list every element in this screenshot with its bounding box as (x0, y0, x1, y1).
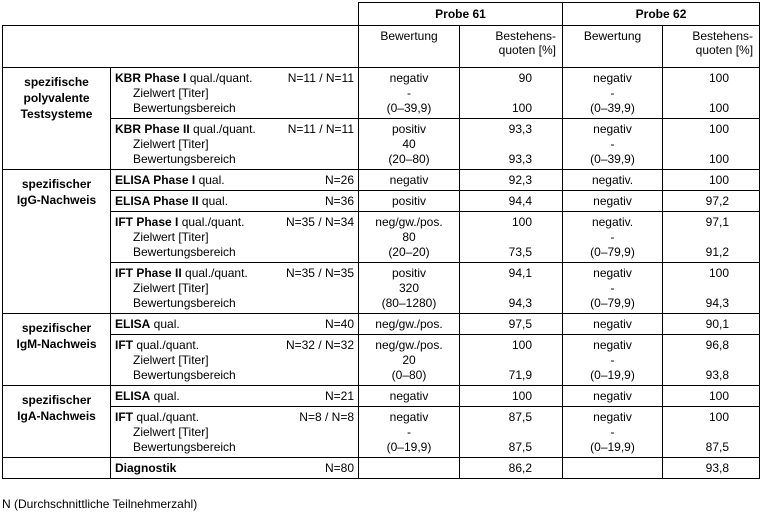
quoten-line-1: Bestehens- (692, 29, 754, 43)
participant-count: N=21 (324, 389, 354, 403)
p62-pass-rate: 100 (709, 173, 730, 187)
p61-evaluation: (80–1280) (381, 296, 437, 310)
p61-evaluation (359, 461, 459, 476)
p62-evaluation-cell (563, 407, 663, 458)
p61-pass-rate: 93,3 (508, 152, 533, 166)
p62-evaluation: negativ. (591, 173, 634, 187)
test-row (3, 314, 760, 335)
p61-pass-rate: 100 (511, 101, 533, 115)
test-title (115, 338, 199, 353)
test-name-cell (111, 212, 359, 263)
test-name-cell (111, 191, 359, 212)
group-label (3, 170, 111, 314)
p61-evaluation: neg/gw./pos. (375, 215, 443, 229)
p61-evaluation: (0–39,9) (386, 101, 432, 115)
p61-evaluation-cell (359, 212, 460, 263)
p62-pass-rate-cell (663, 119, 760, 170)
p62-pass-rate: 97,2 (705, 194, 730, 208)
p62-pass-rate (663, 230, 729, 245)
group-label-line: spezifischer (21, 177, 92, 191)
p61-pass-rate (460, 137, 532, 152)
p62-pass-rate-cell (663, 458, 760, 479)
p61-pass-rate (460, 230, 532, 245)
p61-pass-rate-cell (460, 314, 563, 335)
p61-pass-rate (460, 86, 532, 101)
test-name-cell (111, 386, 359, 407)
test-title-line (115, 266, 354, 281)
p62-evaluation: (0–39,9) (590, 101, 635, 115)
p61-pass-rate: 100 (511, 338, 533, 352)
test-name: IFT (115, 410, 133, 424)
p62-pass-rate-cell (663, 263, 760, 314)
p61-evaluation: negativ (389, 173, 429, 187)
test-subline: Zielwert [Titer] (133, 425, 209, 439)
p62-evaluation-cell (563, 263, 663, 314)
p62-pass-rate: 100 (709, 122, 730, 136)
results-table (2, 2, 760, 479)
test-title-line (115, 71, 354, 86)
test-suffix: qual. (150, 389, 180, 403)
test-name: IFT Phase I (115, 215, 179, 229)
p61-evaluation: (20–80) (388, 152, 430, 166)
p61-evaluation: (0–80) (391, 368, 427, 382)
empty-header-cell (3, 26, 359, 68)
p62-pass-rate: 100 (709, 152, 730, 166)
p62-pass-rate: 94,3 (705, 296, 730, 310)
quoten-line-2: quoten [%] (695, 43, 754, 57)
empty-corner (3, 3, 359, 26)
p61-pass-rate: 87,5 (508, 410, 533, 424)
probe-62-header: Probe 62 (563, 3, 760, 26)
p61-pass-rate: 92,3 (508, 173, 533, 187)
p61-evaluation-cell (359, 170, 460, 191)
p61-pass-rate: 97,5 (508, 317, 533, 331)
test-title-line (115, 389, 354, 404)
test-name-cell (111, 170, 359, 191)
test-name: KBR Phase I (115, 71, 187, 85)
p61-pass-rate-cell (460, 458, 563, 479)
p62-pass-rate: 96,8 (705, 338, 730, 352)
test-subline: Zielwert [Titer] (133, 230, 209, 244)
test-row (3, 212, 760, 263)
test-name: ELISA (115, 317, 151, 331)
p62-evaluation: (0–19,9) (590, 368, 635, 382)
test-row (3, 68, 760, 119)
p61-evaluation: positiv (391, 194, 426, 208)
p62-evaluation: - (610, 137, 615, 151)
p62-pass-rate-cell (663, 191, 760, 212)
p62-pass-rate: 100 (709, 101, 730, 115)
p62-pass-rate: 87,5 (705, 440, 730, 454)
p62-evaluation: negativ (593, 194, 632, 208)
p61-evaluation: 80 (402, 230, 416, 244)
test-name-cell (111, 119, 359, 170)
p61-evaluation: negativ (389, 389, 429, 403)
test-subline: Zielwert [Titer] (133, 281, 209, 295)
test-title (115, 71, 252, 86)
p61-pass-rate: 73,5 (508, 245, 533, 259)
p61-quoten-header (460, 26, 563, 68)
p61-evaluation-cell (359, 119, 460, 170)
participant-count: N=8 / N=8 (299, 410, 354, 424)
test-name-cell (111, 68, 359, 119)
group-label-line: IgM-Nachweis (16, 337, 97, 351)
p62-pass-rate-cell (663, 407, 760, 458)
p61-pass-rate (460, 353, 532, 368)
p61-pass-rate-cell (460, 263, 563, 314)
p62-pass-rate (663, 353, 729, 368)
participant-count: N=11 / N=11 (287, 71, 354, 85)
p61-evaluation: neg/gw./pos. (375, 317, 443, 331)
p61-pass-rate-cell (460, 170, 563, 191)
test-title (115, 389, 180, 404)
test-suffix: qual./quant. (133, 338, 200, 352)
p62-quoten-header (663, 26, 760, 68)
p62-evaluation: negativ (593, 389, 632, 403)
test-subline: Bewertungsbereich (133, 152, 236, 166)
probe-61-header: Probe 61 (359, 3, 563, 26)
group-label (3, 68, 111, 170)
test-row (3, 407, 760, 458)
p62-pass-rate: 93,8 (705, 368, 730, 382)
test-name-cell (111, 407, 359, 458)
participant-count: N=11 / N=11 (287, 122, 354, 136)
test-suffix: qual. (198, 194, 228, 208)
quoten-line-1: Bestehens- (495, 29, 557, 43)
p62-evaluation-cell (563, 212, 663, 263)
p61-pass-rate: 71,9 (508, 368, 533, 382)
p61-evaluation: - (407, 86, 411, 100)
test-row (3, 386, 760, 407)
p61-evaluation-cell (359, 68, 460, 119)
test-title (115, 266, 248, 281)
test-name: ELISA Phase I (115, 173, 196, 187)
p62-evaluation-cell (563, 314, 663, 335)
p61-pass-rate: 90 (518, 71, 533, 85)
p61-evaluation: (0–19,9) (386, 440, 432, 454)
p61-evaluation: positiv (391, 122, 426, 136)
p61-evaluation: neg/gw./pos. (375, 338, 443, 352)
header-row-columns (3, 26, 760, 68)
test-suffix: qual./quant. (189, 122, 256, 136)
group-label-line: spezifische (24, 75, 89, 89)
participant-count: N=36 (324, 194, 354, 208)
test-title (115, 461, 176, 476)
test-row (3, 119, 760, 170)
p62-pass-rate-cell (663, 386, 760, 407)
p61-evaluation: positiv (391, 266, 426, 280)
p62-bewertung-header: Bewertung (563, 26, 663, 68)
p62-pass-rate-cell (663, 68, 760, 119)
p62-pass-rate (663, 86, 729, 101)
p61-evaluation: 320 (398, 281, 420, 295)
p62-pass-rate-cell (663, 212, 760, 263)
p61-bewertung-header: Bewertung (359, 26, 460, 68)
test-subline: Zielwert [Titer] (133, 86, 209, 100)
p61-evaluation: negativ (389, 410, 429, 424)
p61-pass-rate-cell (460, 191, 563, 212)
p61-pass-rate (460, 281, 532, 296)
p62-evaluation-cell (563, 335, 663, 386)
test-title-line (115, 173, 354, 188)
test-name: IFT Phase II (115, 266, 182, 280)
test-title (115, 122, 256, 137)
test-title-line (115, 410, 354, 425)
p61-evaluation: - (407, 425, 411, 439)
test-name: ELISA (115, 389, 151, 403)
p61-pass-rate: 94,4 (508, 194, 533, 208)
p61-evaluation: 20 (402, 353, 416, 367)
p62-evaluation: negativ (593, 122, 632, 136)
p62-evaluation: - (610, 86, 615, 100)
p62-pass-rate: 100 (709, 389, 730, 403)
p61-pass-rate-cell (460, 212, 563, 263)
p62-evaluation-cell (563, 170, 663, 191)
p62-evaluation: negativ (593, 71, 632, 85)
p62-pass-rate-cell (663, 170, 760, 191)
group-label (3, 314, 111, 386)
test-subline: Bewertungsbereich (133, 101, 236, 115)
p61-evaluation-cell (359, 263, 460, 314)
group-label (3, 458, 111, 479)
group-label-line: polyvalente (23, 91, 90, 105)
p62-pass-rate: 93,8 (705, 461, 730, 475)
test-subline: Bewertungsbereich (133, 440, 236, 454)
test-title (115, 317, 180, 332)
p62-evaluation: (0–79,9) (590, 296, 635, 310)
participant-count: N=80 (324, 461, 354, 475)
test-title-line (115, 461, 354, 476)
test-suffix: qual./quant. (181, 266, 248, 280)
p62-evaluation: - (610, 230, 615, 244)
p62-pass-rate-cell (663, 314, 760, 335)
test-title-line (115, 122, 354, 137)
p62-evaluation-cell (563, 68, 663, 119)
group-label-line: Testsysteme (20, 107, 93, 121)
participant-count: N=35 / N=34 (285, 215, 354, 229)
test-name: Diagnostik (115, 461, 177, 475)
group-label-line: spezifischer (21, 393, 92, 407)
p62-evaluation-cell (563, 119, 663, 170)
p61-pass-rate: 87,5 (508, 440, 533, 454)
group-label-line: IgA-Nachweis (17, 409, 96, 423)
p61-pass-rate-cell (460, 119, 563, 170)
test-row (3, 263, 760, 314)
test-name-cell (111, 335, 359, 386)
p62-pass-rate-cell (663, 335, 760, 386)
p61-pass-rate: 100 (511, 215, 533, 229)
p62-evaluation: negativ. (591, 215, 634, 229)
p62-evaluation: (0–79,9) (590, 245, 635, 259)
participant-count: N=26 (324, 173, 354, 187)
p62-pass-rate: 100 (709, 266, 730, 280)
p62-pass-rate: 100 (709, 71, 730, 85)
test-name-cell (111, 314, 359, 335)
p62-evaluation: (0–19,9) (590, 440, 635, 454)
p61-pass-rate (460, 425, 532, 440)
test-row (3, 191, 760, 212)
header-row-probes (3, 3, 760, 26)
p62-evaluation: - (610, 281, 615, 295)
p61-pass-rate-cell (460, 386, 563, 407)
test-subline: Bewertungsbereich (133, 296, 236, 310)
p62-evaluation: negativ (593, 338, 632, 352)
test-row (3, 458, 760, 479)
p61-evaluation-cell (359, 458, 460, 479)
p61-pass-rate: 94,3 (508, 296, 533, 310)
p61-pass-rate: 94,1 (508, 266, 533, 280)
p62-evaluation-cell (563, 386, 663, 407)
p62-pass-rate: 90,1 (705, 317, 730, 331)
test-title-line (115, 338, 354, 353)
p61-evaluation-cell (359, 386, 460, 407)
test-title (115, 215, 244, 230)
p61-pass-rate: 100 (511, 389, 533, 403)
test-subline: Zielwert [Titer] (133, 137, 209, 151)
test-title-line (115, 194, 354, 209)
test-title-line (115, 317, 354, 332)
p61-pass-rate-cell (460, 407, 563, 458)
p61-evaluation-cell (359, 191, 460, 212)
test-suffix: qual./quant. (178, 215, 245, 229)
footnote: N (Durchschnittliche Teilnehmerzahl) (2, 497, 198, 511)
p61-evaluation: 40 (402, 137, 416, 151)
test-row (3, 335, 760, 386)
p61-pass-rate-cell (460, 335, 563, 386)
p62-evaluation (563, 461, 662, 476)
group-label-line: IgG-Nachweis (16, 193, 97, 207)
test-subline: Zielwert [Titer] (133, 353, 209, 367)
participant-count: N=40 (324, 317, 354, 331)
participant-count: N=32 / N=32 (285, 338, 354, 352)
p62-pass-rate (663, 137, 729, 152)
test-subline: Bewertungsbereich (133, 368, 236, 382)
test-title-line (115, 215, 354, 230)
test-title (115, 194, 228, 209)
test-suffix: qual./quant. (133, 410, 200, 424)
test-suffix: qual. (150, 317, 180, 331)
p61-evaluation: (20–20) (388, 245, 430, 259)
test-name: IFT (115, 338, 133, 352)
p61-evaluation-cell (359, 314, 460, 335)
p61-pass-rate-cell (460, 68, 563, 119)
p61-evaluation-cell (359, 407, 460, 458)
participant-count: N=35 / N=35 (285, 266, 354, 280)
p62-evaluation-cell (563, 191, 663, 212)
test-name-cell (111, 263, 359, 314)
test-row (3, 170, 760, 191)
p62-evaluation: negativ (593, 266, 632, 280)
test-name-cell (111, 458, 359, 479)
test-name: KBR Phase II (115, 122, 190, 136)
test-suffix: qual./quant. (186, 71, 253, 85)
p62-pass-rate: 97,1 (705, 215, 730, 229)
p61-pass-rate: 86,2 (508, 461, 533, 475)
p62-pass-rate: 91,2 (705, 245, 730, 259)
p61-evaluation-cell (359, 335, 460, 386)
quoten-line-2: quoten [%] (498, 43, 557, 57)
p62-evaluation: - (610, 425, 615, 439)
p62-evaluation: (0–39,9) (590, 152, 635, 166)
test-subline: Bewertungsbereich (133, 245, 236, 259)
p62-pass-rate (663, 425, 729, 440)
test-name: ELISA Phase II (115, 194, 199, 208)
p61-evaluation: negativ (389, 71, 429, 85)
p61-pass-rate: 93,3 (508, 122, 533, 136)
p62-evaluation: negativ (593, 317, 632, 331)
p62-pass-rate: 100 (709, 410, 730, 424)
group-label-line: spezifischer (21, 321, 92, 335)
test-suffix: qual. (195, 173, 225, 187)
test-title (115, 173, 225, 188)
group-label (3, 386, 111, 458)
test-title (115, 410, 199, 425)
p62-evaluation: - (610, 353, 615, 367)
p62-evaluation-cell (563, 458, 663, 479)
p62-evaluation: negativ (593, 410, 632, 424)
p62-pass-rate (663, 281, 729, 296)
